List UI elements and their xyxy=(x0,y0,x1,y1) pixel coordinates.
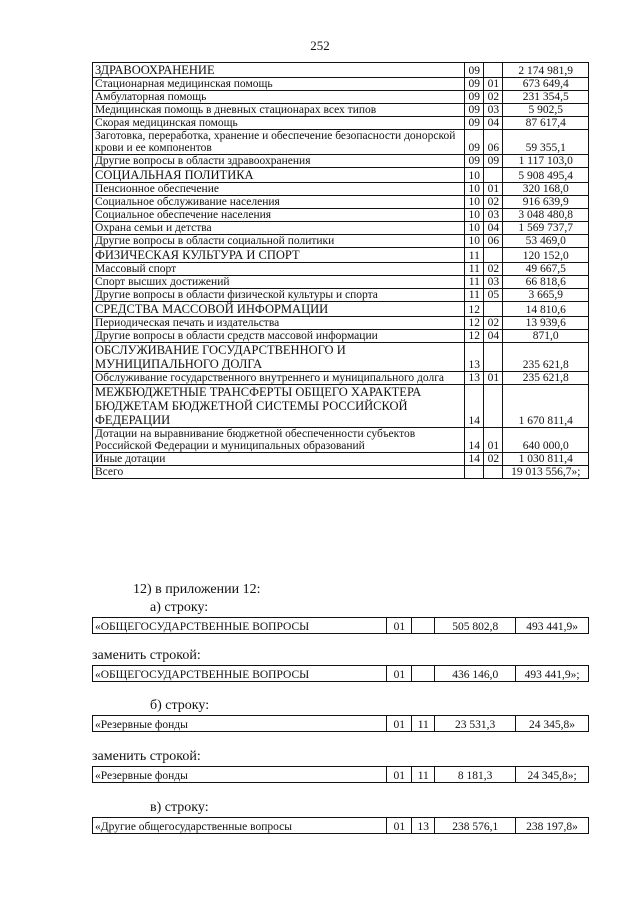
table-row xyxy=(93,91,589,104)
cell-pr xyxy=(484,385,503,428)
cell-pr: 01 xyxy=(484,78,503,91)
table-row xyxy=(93,317,589,330)
cell-sum: 1 117 103,0 xyxy=(503,155,589,168)
table-row xyxy=(93,330,589,343)
cell-sum: 1 030 811,4 xyxy=(503,453,589,466)
cell-name: МЕЖБЮДЖЕТНЫЕ ТРАНСФЕРТЫ ОБЩЕГО ХАРАКТЕРА БЮДЖЕТАМ БЮДЖЕТНОЙ СИСТЕМЫ РОССИЙСКОЙ ФЕДЕРАЦИИ xyxy=(93,385,465,428)
table-row xyxy=(93,183,589,196)
table-row xyxy=(93,196,589,209)
budget-table xyxy=(92,62,589,479)
cell-rz: 01 xyxy=(387,767,412,783)
cell-pr: 02 xyxy=(484,317,503,330)
cell-sum-2: 238 197,8» xyxy=(516,818,589,834)
table-row xyxy=(93,466,589,479)
cell-name: Социальное обслуживание населения xyxy=(93,196,465,209)
cell-sum-1: 238 576,1 xyxy=(435,818,516,834)
cell-pr: 02 xyxy=(484,91,503,104)
cell-sum-2: 493 441,9» xyxy=(516,618,589,634)
cell-sum: 235 621,8 xyxy=(503,372,589,385)
replace-label-1: заменить строкой: xyxy=(92,648,201,663)
cell-sum: 87 617,4 xyxy=(503,117,589,130)
cell-name: Амбулаторная помощь xyxy=(93,91,465,104)
table-row xyxy=(93,289,589,302)
cell-sum: 916 639,9 xyxy=(503,196,589,209)
cell-rz: 10 xyxy=(465,183,484,196)
cell-rz: 09 xyxy=(465,78,484,91)
cell-sum-2: 24 345,8»; xyxy=(516,767,589,783)
cell-sum: 5 908 495,4 xyxy=(503,168,589,183)
cell-pr: 06 xyxy=(484,130,503,155)
table-row xyxy=(93,63,589,78)
cell-sum: 49 667,5 xyxy=(503,263,589,276)
table-row xyxy=(93,168,589,183)
cell-pr xyxy=(484,302,503,317)
cell-rz: 01 xyxy=(387,818,412,834)
cell-name: СРЕДСТВА МАССОВОЙ ИНФОРМАЦИИ xyxy=(93,302,465,317)
cell-pr: 05 xyxy=(484,289,503,302)
item-b-label: б) строку: xyxy=(150,698,210,713)
row-b-old xyxy=(92,715,589,732)
cell-name: Другие вопросы в области средств массовой информации xyxy=(93,330,465,343)
cell-rz: 10 xyxy=(465,168,484,183)
cell-rz: 09 xyxy=(465,117,484,130)
table-row xyxy=(93,235,589,248)
cell-name: Охрана семьи и детства xyxy=(93,222,465,235)
cell-rz: 09 xyxy=(465,155,484,168)
cell-sum: 2 174 981,9 xyxy=(503,63,589,78)
cell-rz: 14 xyxy=(465,453,484,466)
cell-sum: 231 354,5 xyxy=(503,91,589,104)
cell-pr: 09 xyxy=(484,155,503,168)
cell-name: «Другие общегосударственные вопросы xyxy=(93,818,387,834)
cell-rz: 09 xyxy=(465,63,484,78)
cell-pr: 03 xyxy=(484,276,503,289)
table-row xyxy=(93,104,589,117)
cell-sum: 53 469,0 xyxy=(503,235,589,248)
cell-rz xyxy=(465,466,484,479)
cell-pr xyxy=(484,248,503,263)
cell-pr xyxy=(412,666,435,682)
amendment-heading: 12) в приложении 12: xyxy=(133,582,261,597)
table-row xyxy=(93,155,589,168)
cell-pr: 02 xyxy=(484,453,503,466)
cell-sum: 3 048 480,8 xyxy=(503,209,589,222)
cell-sum: 66 818,6 xyxy=(503,276,589,289)
cell-rz: 14 xyxy=(465,385,484,428)
cell-rz: 10 xyxy=(465,222,484,235)
cell-name: «ОБЩЕГОСУДАРСТВЕННЫЕ ВОПРОСЫ xyxy=(93,618,387,634)
cell-rz: 12 xyxy=(465,302,484,317)
cell-pr xyxy=(484,343,503,372)
table-row xyxy=(93,302,589,317)
cell-sum-1: 505 802,8 xyxy=(435,618,516,634)
cell-rz: 10 xyxy=(465,196,484,209)
cell-name: Спорт высших достижений xyxy=(93,276,465,289)
table-row xyxy=(93,78,589,91)
cell-rz: 01 xyxy=(387,618,412,634)
cell-name: Другие вопросы в области физической культуры и спорта xyxy=(93,289,465,302)
item-c-label: в) строку: xyxy=(150,800,209,815)
cell-rz: 09 xyxy=(465,130,484,155)
table-row xyxy=(93,385,589,428)
cell-sum: 1 569 737,7 xyxy=(503,222,589,235)
cell-name: Массовый спорт xyxy=(93,263,465,276)
cell-name: Стационарная медицинская помощь xyxy=(93,78,465,91)
cell-rz: 10 xyxy=(465,235,484,248)
cell-name: Скорая медицинская помощь xyxy=(93,117,465,130)
cell-name: ОБСЛУЖИВАНИЕ ГОСУДАРСТВЕННОГО И МУНИЦИПАЛЬНОГО ДОЛГА xyxy=(93,343,465,372)
cell-pr: 13 xyxy=(412,818,435,834)
cell-name: Социальное обеспечение населения xyxy=(93,209,465,222)
table-row xyxy=(93,263,589,276)
cell-name: Обслуживание государственного внутреннего и муниципального долга xyxy=(93,372,465,385)
cell-rz: 14 xyxy=(465,428,484,453)
cell-pr: 01 xyxy=(484,428,503,453)
cell-rz: 11 xyxy=(465,276,484,289)
cell-rz: 11 xyxy=(465,289,484,302)
cell-rz: 01 xyxy=(387,716,412,732)
cell-rz: 10 xyxy=(465,209,484,222)
cell-sum-2: 493 441,9»; xyxy=(516,666,589,682)
cell-pr: 11 xyxy=(412,716,435,732)
cell-sum-1: 436 146,0 xyxy=(435,666,516,682)
cell-name: Пенсионное обеспечение xyxy=(93,183,465,196)
cell-rz: 09 xyxy=(465,91,484,104)
cell-pr xyxy=(484,63,503,78)
cell-sum: 640 000,0 xyxy=(503,428,589,453)
cell-name: ЗДРАВООХРАНЕНИЕ xyxy=(93,63,465,78)
cell-name: Иные дотации xyxy=(93,453,465,466)
cell-sum: 673 649,4 xyxy=(503,78,589,91)
cell-pr: 04 xyxy=(484,222,503,235)
cell-pr xyxy=(412,618,435,634)
cell-pr: 02 xyxy=(484,196,503,209)
cell-pr: 04 xyxy=(484,330,503,343)
cell-rz: 01 xyxy=(387,666,412,682)
cell-name: «Резервные фонды xyxy=(93,716,387,732)
cell-sum: 13 939,6 xyxy=(503,317,589,330)
page-number: 252 xyxy=(310,38,330,53)
cell-name: Периодическая печать и издательства xyxy=(93,317,465,330)
cell-rz: 12 xyxy=(465,330,484,343)
table-row xyxy=(93,209,589,222)
cell-sum: 120 152,0 xyxy=(503,248,589,263)
item-a-label: а) строку: xyxy=(150,600,209,615)
cell-pr: 03 xyxy=(484,209,503,222)
cell-sum: 3 665,9 xyxy=(503,289,589,302)
cell-pr: 06 xyxy=(484,235,503,248)
table-row xyxy=(93,117,589,130)
row-a-new xyxy=(92,665,589,682)
cell-name: «ОБЩЕГОСУДАРСТВЕННЫЕ ВОПРОСЫ xyxy=(93,666,387,682)
cell-name: «Резервные фонды xyxy=(93,767,387,783)
cell-sum-1: 8 181,3 xyxy=(435,767,516,783)
table-row xyxy=(93,222,589,235)
cell-sum: 235 621,8 xyxy=(503,343,589,372)
replace-label-2: заменить строкой: xyxy=(92,749,201,764)
cell-name: Заготовка, переработка, хранение и обеспечение безопасности донорской крови и ее компонентов xyxy=(93,130,465,155)
cell-name: Другие вопросы в области социальной политики xyxy=(93,235,465,248)
cell-name: СОЦИАЛЬНАЯ ПОЛИТИКА xyxy=(93,168,465,183)
table-row xyxy=(93,372,589,385)
row-b-new xyxy=(92,766,589,783)
cell-rz: 12 xyxy=(465,317,484,330)
cell-sum: 19 013 556,7»; xyxy=(503,466,589,479)
cell-pr xyxy=(484,466,503,479)
row-a-old xyxy=(92,617,589,634)
cell-sum: 871,0 xyxy=(503,330,589,343)
cell-rz: 11 xyxy=(465,263,484,276)
cell-name: Всего xyxy=(93,466,465,479)
cell-sum-1: 23 531,3 xyxy=(435,716,516,732)
cell-pr: 01 xyxy=(484,372,503,385)
cell-pr: 04 xyxy=(484,117,503,130)
table-row xyxy=(93,343,589,372)
cell-rz: 11 xyxy=(465,248,484,263)
cell-pr: 01 xyxy=(484,183,503,196)
cell-pr xyxy=(484,168,503,183)
cell-sum: 320 168,0 xyxy=(503,183,589,196)
cell-sum: 1 670 811,4 xyxy=(503,385,589,428)
cell-name: Дотации на выравнивание бюджетной обеспеченности субъектов Российской Федерации и муниципальных образований xyxy=(93,428,465,453)
cell-sum: 5 902,5 xyxy=(503,104,589,117)
cell-pr: 03 xyxy=(484,104,503,117)
cell-rz: 09 xyxy=(465,104,484,117)
table-row xyxy=(93,248,589,263)
cell-rz: 13 xyxy=(465,372,484,385)
cell-sum-2: 24 345,8» xyxy=(516,716,589,732)
row-c-old xyxy=(92,817,589,834)
cell-name: Медицинская помощь в дневных стационарах всех типов xyxy=(93,104,465,117)
cell-pr: 02 xyxy=(484,263,503,276)
table-row xyxy=(93,130,589,155)
table-row xyxy=(93,453,589,466)
cell-name: ФИЗИЧЕСКАЯ КУЛЬТУРА И СПОРТ xyxy=(93,248,465,263)
cell-sum: 14 810,6 xyxy=(503,302,589,317)
table-row xyxy=(93,428,589,453)
cell-rz: 13 xyxy=(465,343,484,372)
cell-sum: 59 355,1 xyxy=(503,130,589,155)
table-row xyxy=(93,276,589,289)
cell-pr: 11 xyxy=(412,767,435,783)
cell-name: Другие вопросы в области здравоохранения xyxy=(93,155,465,168)
